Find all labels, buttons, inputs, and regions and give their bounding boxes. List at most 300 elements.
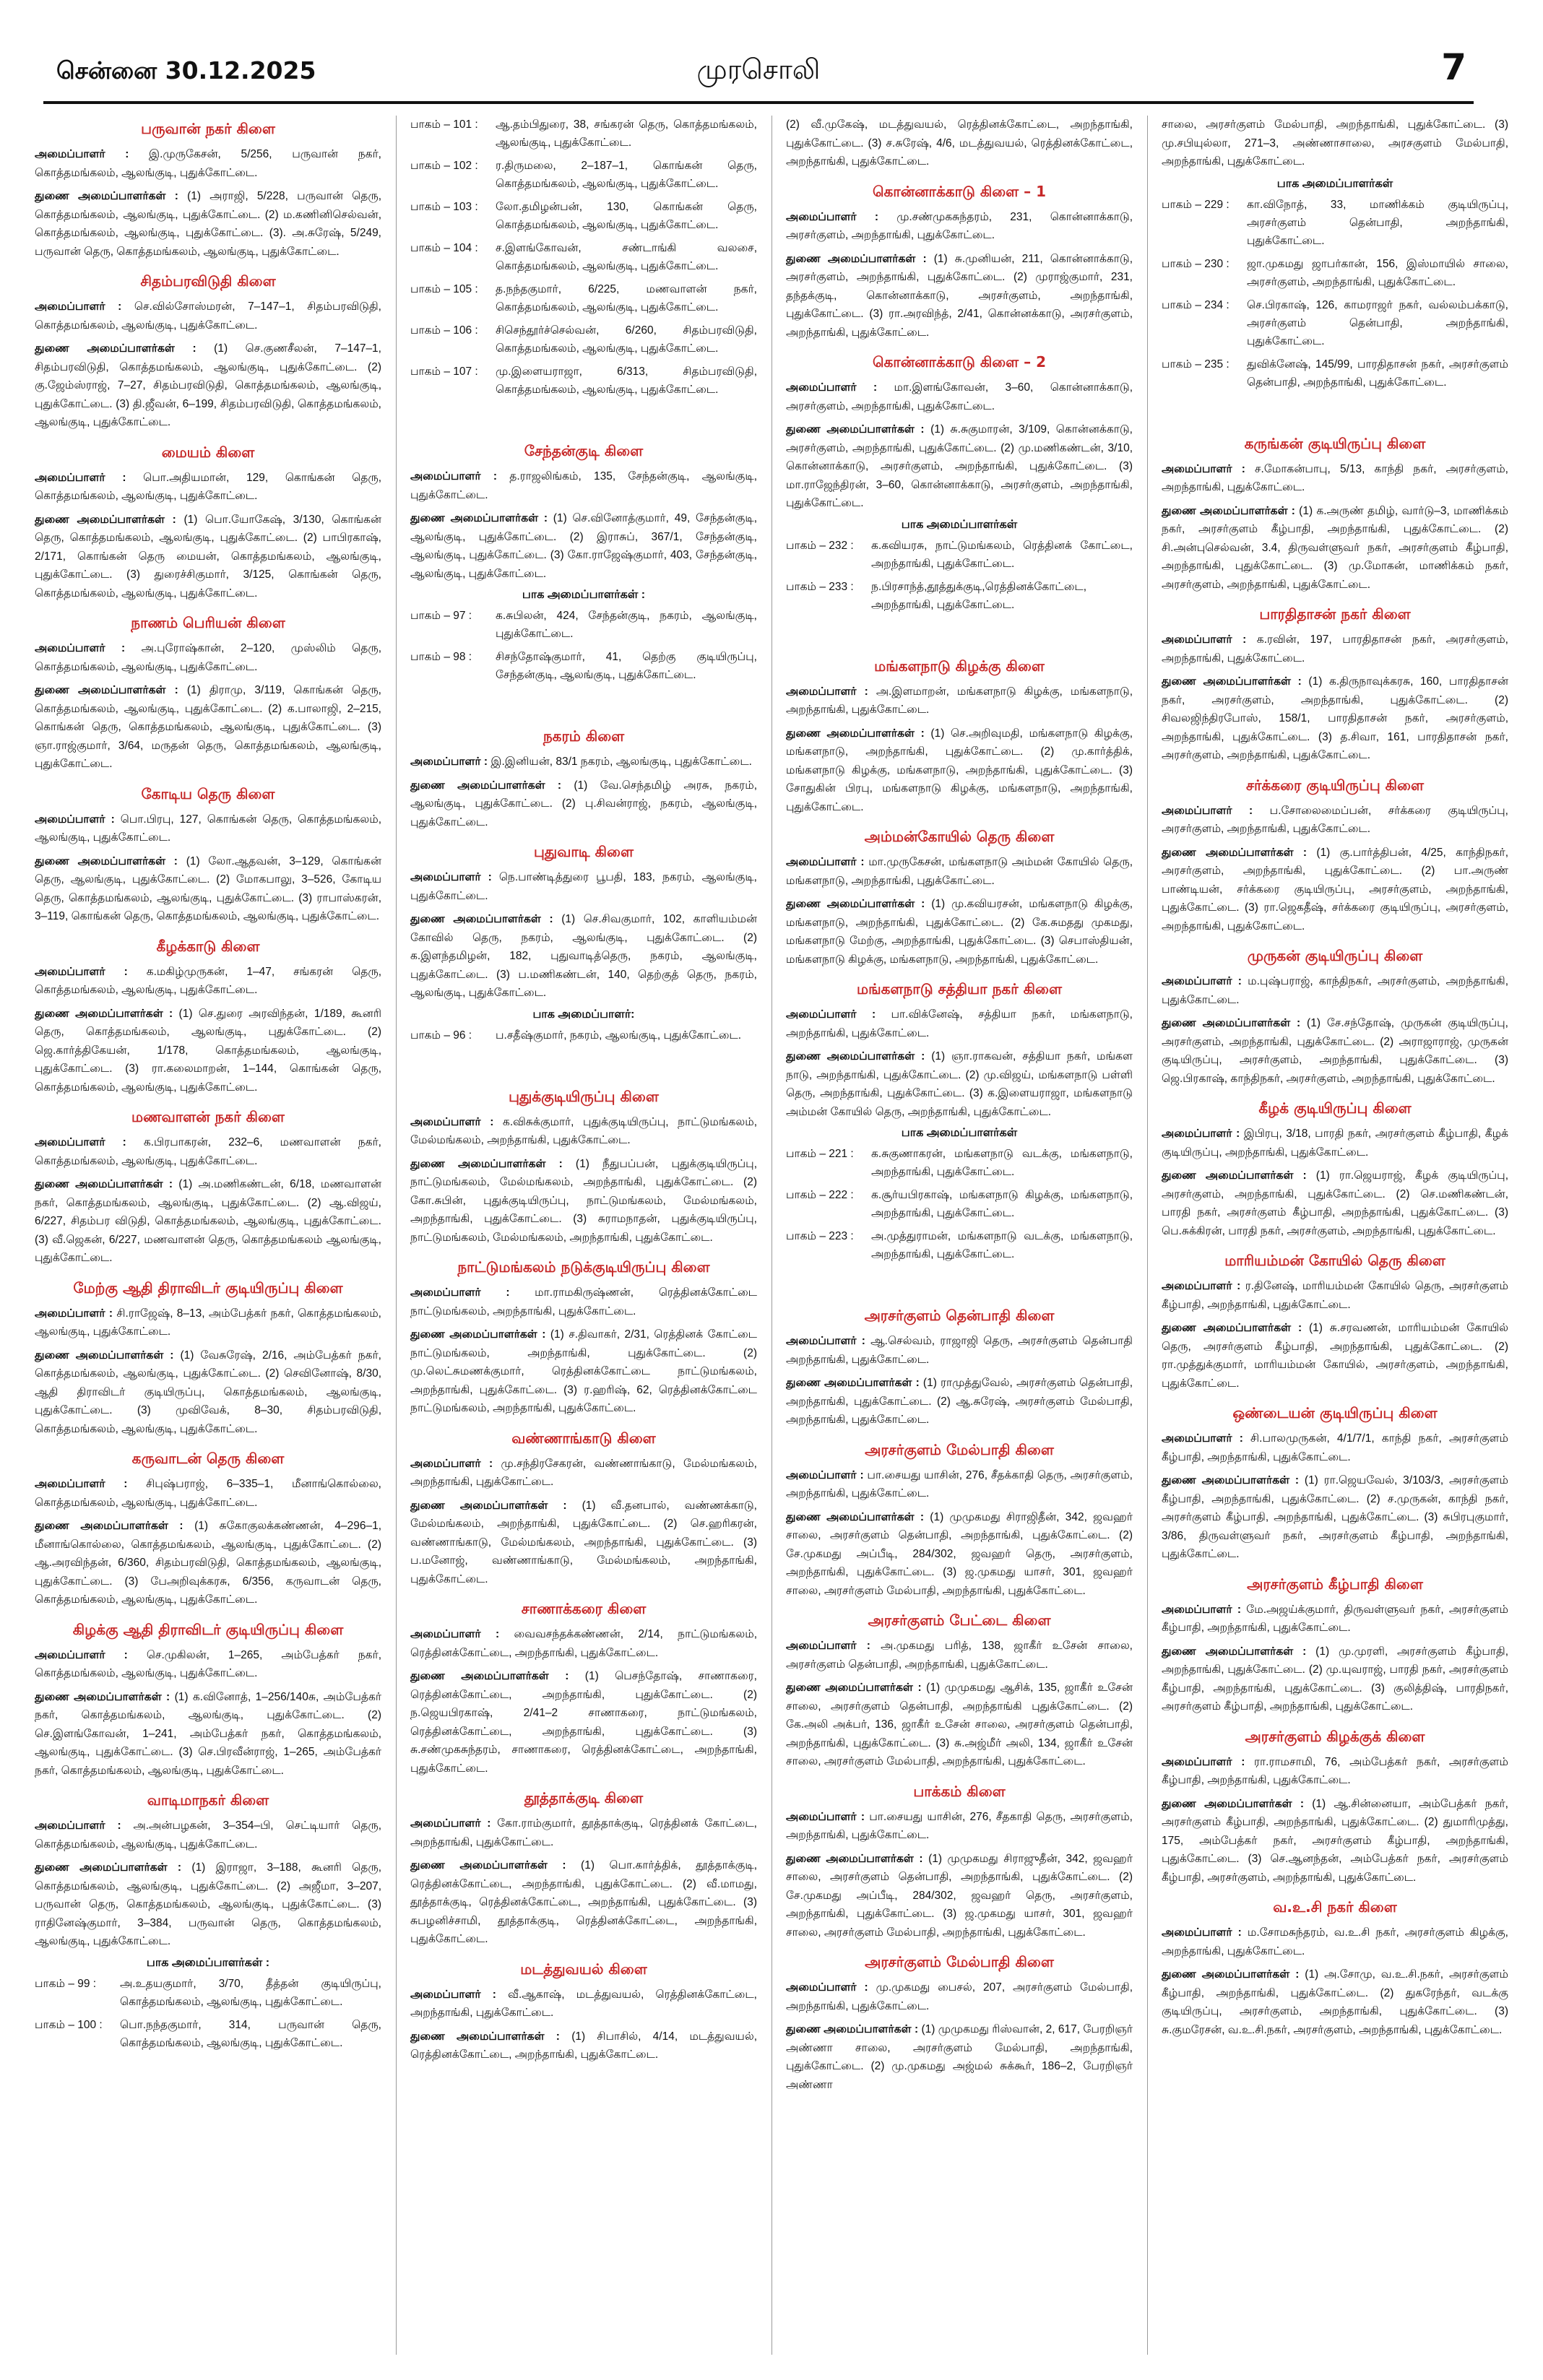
booth-row — [786, 1227, 1133, 1263]
member-details: க.பிரபாகரன், 232–6, மணவாளன் நகர், கொத்தமங்கலம், ஆலங்குடி, புதுக்கோட்டை. — [35, 1136, 381, 1167]
branch-section — [786, 116, 1133, 171]
office-bearer-entry — [35, 1304, 381, 1341]
role-label: துணை அமைப்பாளர்கள் : — [35, 1690, 170, 1703]
office-bearer-entry — [35, 1646, 381, 1683]
booth-number: பாகம் – 230 : — [1162, 257, 1229, 270]
member-details: (1) சுகோகுலக்கண்ணன், 4–296–1, மீனாங்கொல்லை, கொத்தமங்கலம், ஆலங்குடி, புதுக்கோட்டை. (2) ஆ.அரவிந்தன், 6/360, சிதம்பரவிடுதி, கொத்தமங்கலம், ஆலங்குடி, புதுக்கோட்டை. (3) பேஅறிவுக்கரசு, 6/356, கருவாடன் தெரு, கொத்தமங்கலம், ஆலங்குடி, புதுக்கோட்டை. — [35, 1520, 381, 1606]
member-details: (1) சே.சந்தோஷ், முருகன் குடியிருப்பு, அரசர்குளம், அறந்தாங்கி, புதுக்கோட்டை. (2) அராஜாராஜ், முருகன் குடியிருப்பு, அரசர்குளம், அறந்தாங்கி, புதுக்கோட்டை. (3) ஜெ.பிரகாஷ், காந்திநகர், அரசர்குளம், அறந்தாங்கி, புதுக்கோட்டை. — [1162, 1017, 1508, 1085]
branch-section — [410, 1960, 757, 2064]
booth-member: சிசந்தோஷ்குமார், 41, தெற்கு குடியிருப்பு, சேந்தன்குடி, ஆலங்குடி, புதுக்கோட்டை. — [496, 651, 757, 681]
branch-section — [786, 1953, 1133, 2094]
role-label: துணை அமைப்பாளர்கள் : — [1162, 1017, 1301, 1029]
role-label: அமைப்பாளர் : — [786, 210, 878, 223]
role-label: துணை அமைப்பாளர்கள் : — [35, 1349, 174, 1362]
branch-title: தூத்தாக்குடி கிளை — [524, 1789, 644, 1806]
branch-section — [35, 1279, 381, 1439]
role-label: துணை அமைப்பாளர்கள் : — [35, 1861, 182, 1874]
role-label: அமைப்பாளர் : — [1162, 1280, 1241, 1292]
member-details: பா.விக்னேஷ், சத்தியா நகர், மங்களநாடு, அறந்தாங்கி, புதுக்கோட்டை. — [786, 1008, 1133, 1039]
booth-member: செ.பிரகாஷ், 126, காமராஜர் நகர், வல்லம்பக்காடு, அரசர்குளம் தென்பாதி, அறந்தாங்கி, புதுக்கோட்டை. — [1247, 298, 1508, 347]
role-label: துணை அமைப்பாளர்கள் : — [786, 1510, 925, 1523]
member-details: (1) செ.துரை அரவிந்தன், 1/189, கூனரி தெரு, கொத்தமங்கலம், ஆலங்குடி, புதுக்கோட்டை. (2) ஜெ.கார்த்திகேயன், 1/178, கொத்தமங்கலம், ஆலங்குடி, புதுக்கோட்டை. (3) ரா.கலைமாறன், 1–144, கொங்கன் தெரு, கொத்தமங்கலம், ஆலங்குடி, புதுக்கோட்டை. — [35, 1007, 381, 1094]
member-details: அ.முகமது பரித், 138, ஜாகீர் உசேன் சாலை, அரசர்குளம் தென்பாதி, அறந்தாங்கி, புதுக்கோட்டை. — [786, 1640, 1133, 1671]
member-details: (1) திராமு, 3/119, கொங்கன் தெரு, கொத்தமங்கலம், ஆலங்குடி, புதுக்கோட்டை. (2) க.பாலாஜி, 2–215, கொங்கன் தெரு, கொத்தமங்கலம், ஆலங்குடி, புதுக்கோட்டை. (3) ஞா.ராஜ்குமார், 3/64, மருதன் தெரு, கொத்தமங்கலம், ஆலங்குடி, புதுக்கோட்டை. — [35, 684, 381, 770]
role-label: துணை அமைப்பாளர்கள் : — [1162, 1968, 1300, 1981]
column-4 — [1162, 116, 1508, 2355]
branch-title: சாணாக்கரை கிளை — [521, 1600, 647, 1617]
branch-title: அரசர்குளம் கீழ்பாதி கிளை — [1247, 1575, 1423, 1593]
branch-section — [1162, 1099, 1508, 1240]
role-label: துணை அமைப்பாளர்கள் : — [786, 423, 925, 436]
role-label: அமைப்பாளர் : — [1162, 1603, 1242, 1616]
booth-member: கா.விநோத், 33, மாணிக்கம் குடியிருப்பு, அரசர்குளம் தென்பாதி, அறந்தாங்கி, புதுக்கோட்டை. — [1247, 198, 1508, 247]
booth-number: பாகம் – 233 : — [786, 580, 854, 593]
office-bearer-entry — [35, 1858, 381, 1951]
role-label: அமைப்பாளர் : — [35, 1819, 121, 1832]
branch-title: மங்களநாடு சத்தியா நகர் கிளை — [857, 980, 1062, 998]
office-bearer-entry — [786, 1332, 1133, 1369]
branch-title: அம்மன்கோயில் தெரு கிளை — [864, 828, 1055, 845]
branch-title: மேற்கு ஆதி திராவிடர் குடியிருப்பு கிளை — [73, 1278, 343, 1297]
role-label: அமைப்பாளர் : — [410, 1817, 491, 1830]
office-bearer-entry — [1162, 631, 1508, 667]
page-number: 7 — [1441, 46, 1466, 88]
branch-section — [786, 183, 1133, 342]
booth-number: பாகம் – 103 : — [410, 201, 478, 213]
booth-heading: பாக அமைப்பாளர்: — [532, 1008, 635, 1021]
member-details: நெ.பாண்டித்துரை பூபதி, 183, நகரம், ஆலங்குடி, புதுக்கோட்டை. — [410, 871, 757, 902]
booth-member: ர.திருமலை, 2–187–1, கொங்கன் தெரு, கொத்தமங்கலம், ஆலங்குடி, புதுக்கோட்டை. — [496, 160, 757, 190]
office-bearer-entry — [410, 1667, 757, 1778]
branch-title: கிழக்கு ஆதி திராவிடர் குடியிருப்பு கிளை — [72, 1620, 344, 1638]
booth-row — [410, 648, 757, 684]
branch-section — [1162, 1728, 1508, 1887]
member-details: (1) மு.கவியரசன், மங்களநாடு கிழக்கு, மங்களநாடு, அறந்தாங்கி, புதுக்கோட்டை. (2) கே.சுமதது முகமது, மங்களநாடு மேற்கு, அறந்தாங்கி, புதுக்கோட்டை. (3) செபாஸ்தியன், மங்களநாடு கிழக்கு, மங்களநாடு, அறந்தாங்கி, புதுக்கோட்டை. — [786, 898, 1133, 966]
member-details: (1) க.திருநாவுக்கரசு, 160, பாரதிதாசன் நகர், அரசர்குளம், அறந்தாங்கி, புதுக்கோட்டை. (2) சிவலஜிந்திரபோஸ், 158/1, பாரதிதாசன் நகர், அரசர்குளம், அறந்தாங்கி, புதுக்கோட்டை. (3) த.சிவா, 161, பாரதிதாசன் நகர், அரசர்குளம், அறந்தாங்கி, புதுக்கோட்டை. — [1162, 675, 1508, 761]
booth-number: பாகம் – 104 : — [410, 242, 478, 254]
branch-title: பருவான் நகர் கிளை — [141, 120, 275, 137]
branch-title: மடத்துவயல் கிளை — [520, 1960, 647, 1978]
booth-number: பாகம் – 229 : — [1162, 198, 1229, 211]
role-label: அமைப்பாளர் : — [786, 1468, 864, 1481]
member-details: (1) ரா.ஜெயராஜ், கீழக் குடியிருப்பு, அரசர்குளம், அறந்தாங்கி, புதுக்கோட்டை. (2) செ.மணிகண்டன், பாரதி நகர், அரசர்குளம் கீழ்பாதி, அறந்தாங்கி, புதுக்கோட்டை. (3) பெ.சுக்கிரன், பாரதி நகர், அரசர்குளம், அறந்தாங்கி, புதுக்கோட்டை. — [1162, 1169, 1508, 1237]
continued-text: (2) வீ.முகேஷ், மடத்துவயல், ரெத்தினக்கோட்டை, அறந்தாங்கி, புதுக்கோட்டை. (3) ச.சுரேஷ், 4/6, மடத்துவயல், ரெத்தினக்கோட்டை, அறந்தாங்கி, புதுக்கோட்டை. — [786, 118, 1133, 168]
role-label: துணை அமைப்பாளர்கள் : — [35, 1178, 173, 1190]
role-label: அமைப்பாளர் : — [786, 685, 868, 698]
office-bearer-entry — [786, 1508, 1133, 1601]
member-details: பொ.பிரபு, 127, கொங்கன் தெரு, கொத்தமங்கலம், ஆலங்குடி, புதுக்கோட்டை. — [35, 813, 381, 844]
booth-row — [35, 1975, 381, 2011]
booth-row — [35, 2016, 381, 2052]
member-details: (1) க.அருண் தமிழ், வார்டு–3, மாணிக்கம் நகர், அரசர்குளம் கீழ்பாதி, அறந்தாங்கி, புதுக்கோட்டை. (2) சி.அன்புசெல்வன், 3.4, திருவள்ளுவர் நகர், அரசர்குளம் கீழ்பாதி, அறந்தாங்கி, புதுக்கோட்டை. (3) மு.மோகன், மாணிக்கம் நகர், அரசர்குளம், அறந்தாங்கி, புதுக்கோட்டை. — [1162, 504, 1508, 591]
role-label: துணை அமைப்பாளர்கள் : — [35, 342, 196, 355]
role-label: துணை அமைப்பாளர்கள் : — [410, 1328, 546, 1341]
booth-member: மு.இளையராஜா, 6/313, சிதம்பரவிடுதி, கொத்தமங்கலம், ஆலங்குடி, புதுக்கோட்டை. — [496, 365, 757, 396]
member-details: (1) முமுகமது சிராஜுதீன், 342, ஜவஹர் சாலை, அரசர்குளம் தென்பாதி, அறந்தாங்கி, புதுக்கோட்டை. (2) சே.முகமது அப்பீடி, 284/302, ஜவஹர் தெரு, அரசர்குளம், அறந்தாங்கி, புதுக்கோட்டை. (3) ஜ.முகமது யாசர், 301, ஜவஹர் சாலை, அரசர்குளம் மேல்பாதி, அறந்தாங்கி, புதுக்கோட்டை. — [786, 1852, 1133, 1939]
role-label: அமைப்பாளர் : — [786, 381, 878, 394]
booth-row — [786, 578, 1133, 614]
role-label: துணை அமைப்பாளர்கள் : — [1162, 1645, 1307, 1658]
branch-title: சர்க்கரை குடியிருப்பு கிளை — [1245, 776, 1425, 794]
role-label: துணை அமைப்பாளர்கள் : — [786, 2023, 919, 2035]
office-bearer-entry — [410, 1113, 757, 1150]
member-details: ரா.ராமசாமி, 76, அம்பேத்கர் நகர், அரசர்குளம் கீழ்பாதி, அறந்தாங்கி, புதுக்கோட்டை. — [1162, 1755, 1508, 1786]
role-label: துணை அமைப்பாளர்கள் : — [35, 684, 178, 696]
office-bearer-entry — [35, 639, 381, 676]
role-label: அமைப்பாளர் : — [35, 1307, 113, 1320]
member-details: (1) ஞா.ராகவன், சத்தியா நகர், மங்கள நாடு, அறந்தாங்கி, புதுக்கோட்டை. (2) மு.விஜய், மங்களநாடு பள்ளி தெரு, அறந்தாங்கி, புதுக்கோட்டை. (3) க.இளையராஜா, மங்களநாடு அம்மன் கோயில் தெரு, அறந்தாங்கி, புதுக்கோட்டை. — [786, 1050, 1133, 1118]
member-details: (1) பொ.யோகேஷ், 3/130, கொங்கன் தெரு, கொத்தமங்கலம், ஆலங்குடி, புதுக்கோட்டை. (2) பாபிரகாஷ், 2/171, கொங்கன் தெரு மையன், கொத்தமங்கலம், ஆலங்குடி, புதுக்கோட்டை. (3) துரைச்சிகுமார், 3/125, கொங்கன் தெரு, கொத்தமங்கலம், ஆலங்குடி, புதுக்கோட்டை. — [35, 513, 381, 600]
branch-title: அரசர்குளம் கிழக்குக் கிளை — [1245, 1727, 1425, 1745]
role-label: துணை அமைப்பாளர்கள் : — [410, 1670, 569, 1682]
office-bearer-entry — [1162, 460, 1508, 497]
booth-member: சிசெந்தூர்ச்செல்வன், 6/260, சிதம்பரவிடுதி, கொத்தமங்கலம், ஆலங்குடி, புதுக்கோட்டை. — [496, 324, 757, 355]
branch-section — [786, 980, 1133, 1263]
member-details: ம.சோமசுந்தரம், வ.உ.சி நகர், அரசர்குளம் கிழக்கு, அறந்தாங்கி, புதுக்கோட்டை. — [1162, 1926, 1508, 1957]
branch-section — [410, 1429, 757, 1589]
member-details: கோ.ராம்குமார், தூத்தாக்குடி, ரெத்தினக் கோட்டை, அறந்தாங்கி, புதுக்கோட்டை. — [410, 1817, 757, 1848]
booth-number: பாகம் – 221 : — [786, 1148, 854, 1160]
branch-section — [786, 1611, 1133, 1771]
office-bearer-entry — [35, 145, 381, 182]
office-bearer-entry — [1162, 1753, 1508, 1790]
booth-row — [1162, 196, 1508, 250]
office-bearer-entry — [1162, 1601, 1508, 1637]
member-details: (1) முமுகமது சிராஜிதீன், 342, ஜவஹர் சாலை, அரசர்குளம் தென்பாதி, அறந்தாங்கி, புதுக்கோட்டை. (2) சே.முகமது அப்பீடி, 284/302, ஜவஹர் தெரு, அரசர்குளம், அறந்தாங்கி, புதுக்கோட்டை. (3) ஜ.முகமது யாசர், 301, ஜவஹர் சாலை, அரசர்குளம் மேல்பாதி, அறந்தாங்கி, புதுக்கோட்டை. — [786, 1510, 1133, 1597]
member-details: ர.தினேஷ், மாரியம்மன் கோயில் தெரு, அரசர்குளம் கீழ்பாதி, அறந்தாங்கி, புதுக்கோட்டை. — [1162, 1280, 1508, 1311]
office-bearer-entry — [410, 1455, 757, 1492]
booth-member: க.சூர்யபிரகாஷ், மங்களநாடு கிழக்கு, மங்களநாடு, அறந்தாங்கி, புதுக்கோட்டை. — [871, 1189, 1133, 1219]
booth-number: பாகம் – 99 : — [35, 1977, 97, 1990]
branch-title: வ.உ.சி நகர் கிளை — [1273, 1898, 1397, 1916]
office-bearer-entry — [410, 1155, 757, 1247]
office-bearer-entry — [410, 1284, 757, 1320]
office-bearer-entry — [410, 1625, 757, 1662]
role-label: துணை அமைப்பாளர்கள் : — [786, 898, 925, 910]
office-bearer-entry — [786, 1808, 1133, 1845]
role-label: அமைப்பாளர் : — [786, 856, 865, 868]
branch-section — [35, 1791, 381, 2052]
office-bearer-entry — [1162, 1125, 1508, 1161]
role-label: துணை அமைப்பாளர்கள் : — [35, 1520, 183, 1532]
role-label: அமைப்பாளர் : — [1162, 1432, 1243, 1445]
office-bearer-entry — [410, 467, 757, 504]
branch-title: அரசர்குளம் தென்பாதி கிளை — [864, 1307, 1055, 1324]
booth-heading: பாக அமைப்பாளர்கள் — [901, 518, 1018, 531]
branch-section — [1162, 116, 1508, 391]
branch-title: கொன்னாக்காடு கிளை – 2 — [872, 353, 1047, 371]
branch-title: நகரம் கிளை — [543, 727, 625, 745]
branch-title: கருங்கன் குடியிருப்பு கிளை — [1244, 434, 1426, 452]
office-bearer-entry — [1162, 1965, 1508, 2039]
branch-title: புதுவாடி கிளை — [533, 843, 634, 860]
role-label: துணை அமைப்பாளர்கள் : — [410, 913, 553, 925]
office-bearer-entry — [410, 868, 757, 905]
member-details: (1) ராமுத்துவேல், அரசர்குளம் தென்பாதி, அறந்தாங்கி, புதுக்கோட்டை. (2) ஆ.சுரேஷ், அரசர்குளம் மேல்பாதி, அறந்தாங்கி, புதுக்கோட்டை. — [786, 1377, 1133, 1426]
member-details: பா.சையது யாசின், 276, சீதக்காதி தெரு, அரசர்குளம், அறந்தாங்கி, புதுக்கோட்டை. — [786, 1468, 1133, 1500]
branch-title: பாரதிதாசன் நகர் கிளை — [1259, 605, 1411, 623]
office-bearer-entry — [410, 1325, 757, 1418]
booth-member: ச.இளங்கோவன், சண்டாங்கி வலசை, கொத்தமங்கலம், ஆலங்குடி, புதுக்கோட்டை. — [496, 242, 757, 272]
branch-section — [410, 1600, 757, 1778]
role-label: துணை அமைப்பாளர்கள் : — [410, 1859, 566, 1871]
branch-title: வாடிமாநகர் கிளை — [147, 1791, 269, 1809]
role-label: அமைப்பாளர் : — [410, 1115, 494, 1128]
office-bearer-entry — [786, 1978, 1133, 2015]
role-label: துணை அமைப்பாளர்கள் : — [786, 727, 925, 740]
branch-title: மங்களநாடு கிழக்கு கிளை — [874, 657, 1045, 675]
branch-title: மணவாளன் நகர் கிளை — [131, 1108, 285, 1125]
branch-title: கருவாடன் தெரு கிளை — [131, 1450, 285, 1467]
office-bearer-entry — [786, 2020, 1133, 2094]
column-2 — [410, 116, 757, 2355]
member-details: (1) வேசுரேஷ், 2/16, அம்பேத்கர் நகர், கொத்தமங்கலம், ஆலங்குடி, புதுக்கோட்டை. (2) செவினோஷ், 8/30, ஆதி திராவிடர் குடியிருப்பு, கொத்தமங்கலம், ஆலங்குடி, புதுக்கோட்டை. (3) முவிவேக், 8–30, சிதம்பரவிடுதி, கொத்தமங்கலம், ஆலங்குடி, புதுக்கோட்டை. — [35, 1349, 381, 1435]
booth-member: அ.உதயகுமார், 3/70, தீத்தன் குடியிருப்பு, கொத்தமங்கலம், ஆலங்குடி, புதுக்கோட்டை. — [120, 1977, 381, 2008]
member-details: (1) பெசந்தோஷ், சாணாகரை, ரெத்தினக்கோட்டை, அறந்தாங்கி, புதுக்கோட்டை. (2) ந.ஜெயபிரகாஷ், 2/41–2 சாணாகரை, நாட்டுமங்கலம், ரெத்தினக்கோட்டை, அறந்தாங்கி, புதுக்கோட்டை. (3) சு.சண்முகசுந்தரம், சாணாகரை, ரெத்தினக்கோட்டை, அறந்தாங்கி, புதுக்கோட்டை. — [410, 1670, 757, 1775]
member-details: (1) அ.சோமு, வ.உ.சி.நகர், அரசர்குளம் கீழ்பாதி, அறந்தாங்கி, புதுக்கோட்டை. (2) துகரேந்தர், வடக்கு குடியிருப்பு, அரசர்குளம், அறந்தாங்கி, புதுக்கோட்டை. (3) சு.குமரேசன், வ.உ.சி.நகர், அரசர்குளம், அறந்தாங்கி, புதுக்கோட்டை. — [1162, 1968, 1508, 2036]
role-label: அமைப்பாளர் : — [786, 1008, 876, 1021]
booth-number: பாகம் – 232 : — [786, 539, 854, 552]
role-label: அமைப்பாளர் : — [410, 1628, 500, 1640]
branch-section — [410, 1088, 757, 1247]
office-bearer-entry — [786, 250, 1133, 342]
booth-row — [410, 116, 757, 152]
branch-section — [1162, 1404, 1508, 1564]
branch-section — [410, 442, 757, 684]
member-details: (1) அ.மணிகண்டன், 6/18, மணவாளன் நகர், கொத்தமங்கலம், ஆலங்குடி, புதுக்கோட்டை. (2) ஆ.விஜய், 6/227, சிதம்பர விடுதி, கொத்தமங்கலம், ஆலங்குடி, புதுக்கோட்டை. (3) வீ.ஜெகன், 6/227, மணவாளன் தெரு, கொத்தமங்கலம் ஆலங்குடி, புதுக்கோட்டை. — [35, 1178, 381, 1264]
member-details: மா.ராமகிருஷ்ணன், ரெத்தினக்கோட்டை நாட்டுமங்கலம், அறந்தாங்கி, புதுக்கோட்டை. — [410, 1286, 757, 1317]
booth-number: பாகம் – 105 : — [410, 283, 478, 295]
role-label: துணை அமைப்பாளர்கள் : — [410, 2030, 560, 2043]
office-bearer-entry — [786, 724, 1133, 817]
member-details: வீ.ஆகாஷ், மடத்துவயல், ரெத்தினக்கோட்டை, அறந்தாங்கி, புதுக்கோட்டை. — [410, 1988, 757, 2019]
member-details: (1) சு.முனியன், 211, கொன்னாக்காடு, அரசர்குளம், அறந்தாங்கி, புதுக்கோட்டை. (2) முராஜ்குமார், 231, தந்தக்குடி, கொன்னாக்காடு, அரசர்குளம், அறந்தாங்கி, புதுக்கோட்டை. (3) ரா.அரவிந்த், 2/41, கொன்னக்காடு, அரசர்குளம், அறந்தாங்கி, புதுக்கோட்டை. — [786, 252, 1133, 339]
office-bearer-entry — [786, 1047, 1133, 1121]
role-label: துணை அமைப்பாளர்கள் : — [410, 512, 548, 524]
member-details: மே.அஜய்க்குமார், திருவள்ளுவர் நகர், அரசர்குளம் கீழ்பாதி, அறந்தாங்கி, புதுக்கோட்டை. — [1162, 1603, 1508, 1634]
role-label: அமைப்பாளர் : — [35, 471, 126, 484]
member-details: (1) வீ.தனபால், வண்ணக்காடு, மேல்மங்கலம், அறந்தாங்கி, புதுக்கோட்டை. (2) செ.ஹரிகரன், வண்ணாங்காடு, மேல்மங்கலம், அறந்தாங்கி, புதுக்கோட்டை. (3) ப.மனோஜ், வண்ணாங்காடு, மேல்மங்கலம், அறந்தாங்கி, புதுக்கோட்டை. — [410, 1499, 757, 1585]
office-bearer-entry — [35, 511, 381, 603]
branch-section — [410, 727, 757, 831]
continued-text: சாலை, அரசர்குளம் மேல்பாதி, அறந்தாங்கி, புதுக்கோட்டை. (3) மு.சபியுல்லா, 271–3, அண்ணாசாலை, அரசகுளம் மேல்பாதி, அறந்தாங்கி, புதுக்கோட்டை. — [1162, 118, 1508, 168]
branch-section — [1162, 1898, 1508, 2039]
column-divider — [396, 116, 397, 2355]
role-label: அமைப்பாளர் : — [35, 1136, 126, 1148]
member-details: த.ராஜலிங்கம், 135, சேந்தன்குடி, ஆலங்குடி, புதுக்கோட்டை. — [410, 470, 757, 501]
branch-section — [35, 614, 381, 774]
member-details: (1) அராஜி, 5/228, பருவான் தெரு, கொத்தமங்கலம், ஆலங்குடி, புதுக்கோட்டை. (2) ம.கணினிசெல்வன், கொத்தமங்கலம், ஆலங்குடி, புதுக்கோட்டை. (3). அ.சுரேஷ், 5/249, பருவான் தெரு, கொத்தமங்கலம், ஆலங்குடி, புதுக்கோட்டை. — [35, 190, 381, 258]
column-3 — [786, 116, 1133, 2355]
branch-section — [35, 272, 381, 432]
booth-heading: பாக அமைப்பாளர்கள் — [1276, 177, 1393, 190]
role-label: துணை அமைப்பாளர்கள் : — [35, 513, 176, 526]
office-bearer-entry — [35, 1475, 381, 1512]
booth-number: பாகம் – 102 : — [410, 160, 478, 172]
dateline: சென்னை 30.12.2025 — [56, 56, 316, 85]
branch-title: ஒண்டையன் குடியிருப்பு கிளை — [1232, 1404, 1438, 1421]
branch-section — [1162, 435, 1508, 594]
office-bearer-entry — [1162, 972, 1508, 1009]
branch-title: அரசர்குளம் பேட்டை கிளை — [868, 1611, 1051, 1629]
member-details: இபிரபு, 3/18, பாரதி நகர், அரசர்குளம் கீழ்பாதி, கீழக் குடியிருப்பு, அறந்தாங்கி, புதுக்கோட்டை. — [1162, 1128, 1508, 1159]
member-details: பொ.அதியமான், 129, கொங்கன் தெரு, கொத்தமங்கலம், ஆலங்குடி, புதுக்கோட்டை. — [35, 471, 381, 502]
role-label: துணை அமைப்பாளர்கள் : — [786, 252, 927, 265]
booth-member: ந.பிரசாந்த்,தூத்துக்குடி,ரெத்தினக்கோட்டை, அறந்தாங்கி, புதுக்கோட்டை. — [871, 580, 1087, 611]
member-details: (1) லோ.ஆதவன், 3–129, கொங்கன் தெரு, ஆலங்குடி, புதுக்கோட்டை. (2) மோகபாலு, 3–526, கோடிய தெரு, கொத்தமங்கலம், ஆலங்குடி, புதுக்கோட்டை. (3) ராபாஸ்கரன், 3–119, கொங்கன் தெரு, கொத்தமங்கலம், ஆலங்குடி, புதுக்கோட்டை. — [35, 854, 381, 922]
office-bearer-entry — [410, 753, 757, 771]
office-bearer-entry — [35, 339, 381, 432]
office-bearer-entry — [35, 1817, 381, 1853]
booth-number: பாகம் – 107 : — [410, 365, 478, 378]
office-bearer-entry — [1162, 1924, 1508, 1960]
role-label: துணை அமைப்பாளர்கள் : — [410, 779, 562, 792]
branch-section — [786, 1307, 1133, 1429]
role-label: துணை அமைப்பாளர்கள் : — [35, 190, 178, 202]
booth-row — [410, 1026, 757, 1044]
role-label: அமைப்பாளர் : — [35, 642, 126, 654]
member-details: அ.புரோஷ்கான், 2–120, முஸ்லிம் தெரு, கொத்தமங்கலம், ஆலங்குடி, புதுக்கோட்டை. — [35, 642, 381, 673]
office-bearer-entry — [1162, 1471, 1508, 1564]
branch-section — [410, 1789, 757, 1949]
branch-title: மையம் கிளை — [161, 443, 255, 461]
branch-section — [786, 1441, 1133, 1601]
branch-section — [410, 1258, 757, 1418]
branch-title: கோடிய தெரு கிளை — [141, 784, 275, 802]
role-label: துணை அமைப்பாளர்கள் : — [410, 1499, 567, 1512]
role-label: துணை அமைப்பாளர்கள் : — [410, 1157, 563, 1170]
office-bearer-entry — [410, 910, 757, 1003]
role-label: அமைப்பாளர் : — [35, 965, 128, 978]
office-bearer-entry — [35, 469, 381, 506]
office-bearer-entry — [35, 681, 381, 774]
role-label: துணை அமைப்பாளர்கள் : — [786, 1852, 923, 1865]
office-bearer-entry — [410, 2028, 757, 2064]
member-details: (1) மு.முரளி, அரசர்குளம் கீழ்பாதி, அறந்தாங்கி, புதுக்கோட்டை. (2) மு.யுவராஜ், பாரதி நகர், அரசர்குளம் கீழ்பாதி, அறந்தாங்கி, புதுக்கோட்டை. (3) குலித்திஷ், பாரதிநகர், அரசர்குளம் கீழ்பாதி, அறந்தாங்கி, புதுக்கோட்டை. — [1162, 1645, 1508, 1713]
office-bearer-entry — [786, 853, 1133, 890]
branch-title: கீழக்காடு கிளை — [156, 937, 260, 955]
office-bearer-entry — [410, 1497, 757, 1589]
member-details: அ.அன்பழகன், 3–354–பி, செட்டியார் தெரு, கொத்தமங்கலம், ஆலங்குடி, புதுக்கோட்டை. — [35, 1819, 381, 1851]
booth-number: பாகம் – 96 : — [410, 1029, 472, 1042]
branch-section — [410, 843, 757, 1044]
member-details: ஆ.செல்வம், ராஜாஜி தெரு, அரசர்குளம் தென்பாதி அறந்தாங்கி, புதுக்கோட்டை. — [786, 1335, 1133, 1366]
member-details: க.விசுக்குமார், புதுக்குடியிருப்பு, நாட்டுமங்கலம், மேல்மங்கலம், அறந்தாங்கி, புதுக்கோட்டை. — [410, 1115, 757, 1146]
role-label: துணை அமைப்பாளர்கள் : — [786, 1050, 925, 1063]
branch-section — [35, 938, 381, 1097]
role-label: துணை அமைப்பாளர்கள் : — [786, 1377, 920, 1389]
columns — [35, 116, 1508, 2362]
role-label: அமைப்பாளர் : — [410, 871, 492, 883]
booth-row — [410, 239, 757, 275]
branch-title: சிதம்பரவிடுதி கிளை — [140, 272, 276, 290]
office-bearer-entry — [35, 187, 381, 261]
booth-heading: பாக அமைப்பாளர்கள் — [901, 1127, 1018, 1139]
office-bearer-entry — [410, 1814, 757, 1851]
office-bearer-entry — [786, 378, 1133, 415]
office-bearer-entry — [35, 1688, 381, 1780]
member-details: மா.இளங்கோவன், 3–60, கொன்னாக்காடு, அரசர்குளம், அறந்தாங்கி, புதுக்கோட்டை. — [786, 381, 1133, 412]
booth-member: த.நந்தகுமார், 6/225, மணவாளன் நகர், கொத்தமங்கலம், ஆலங்குடி, புதுக்கோட்டை. — [496, 283, 757, 313]
booth-member: அ.முத்துராமன், மங்களநாடு வடக்கு, மங்களநாடு, அறந்தாங்கி, புதுக்கோட்டை. — [871, 1230, 1133, 1260]
office-bearer-entry — [35, 1175, 381, 1268]
office-bearer-entry — [35, 810, 381, 847]
branch-title: மாரியம்மன் கோயில் தெரு கிளை — [1224, 1252, 1445, 1269]
booth-member: ஆ.தம்பிதுரை, 38, சங்கரன் தெரு, கொத்தமங்கலம், ஆலங்குடி, புதுக்கோட்டை. — [496, 118, 757, 149]
office-bearer-entry — [35, 1133, 381, 1170]
office-bearer-entry — [786, 1637, 1133, 1674]
office-bearer-entry — [786, 1374, 1133, 1429]
member-details: (1) க.வினோத், 1–256/140சு, அம்பேத்கர் நகர், கொத்தமங்கலம், ஆலங்குடி, புதுக்கோட்டை. (2) செ.இளங்கோவன், 1–241, அம்பேத்கர் நகர், கொத்தமங்கலம், ஆலங்குடி, புதுக்கோட்டை. (3) செ.பிரவீன்ராஜ், 1–265, அம்பேத்கர் நகர், கொத்தமங்கலம், ஆலங்குடி, புதுக்கோட்டை. — [35, 1690, 381, 1777]
member-details: (1) இராஜா, 3–188, கூனரி தெரு, கொத்தமங்கலம், ஆலங்குடி, புதுக்கோட்டை. (2) அஜீமா, 3–207, பருவான் தெரு, கொத்தமங்கலம், ஆலங்குடி, புதுக்கோட்டை. (3) ராதினேஷ்குமார், 3–384, பருவான் தெரு, கொத்தமங்கலம், ஆலங்குடி, புதுக்கோட்டை. — [35, 1861, 381, 1947]
office-bearer-entry — [1162, 1167, 1508, 1240]
branch-title: பாக்கம் கிளை — [913, 1782, 1006, 1800]
booth-number: பாகம் – 223 : — [786, 1230, 854, 1242]
member-details: சிபுஷ்பராஜ், 6–335–1, மீனாங்கொல்லை, கொத்தமங்கலம், ஆலங்குடி, புதுக்கோட்டை. — [35, 1478, 381, 1509]
booth-row — [1162, 255, 1508, 291]
member-details: (1) செ.அறிவுமதி, மங்களநாடு கிழக்கு, மங்களநாடு, அறந்தாங்கி, புதுக்கோட்டை. (2) மு.கார்த்திக், மங்களநாடு கிழக்கு, மங்களநாடு, அறந்தாங்கி, புதுக்கோட்டை. (3) சோதுகின் பிரபு, மங்களநாடு கிழக்கு, மங்களநாடு, அறந்தாங்கி, புதுக்கோட்டை. — [786, 727, 1133, 813]
role-label: அமைப்பாளர் : — [410, 1457, 493, 1470]
booth-member: ப.சதீஷ்குமார், நகரம், ஆலங்குடி, புதுக்கோட்டை. — [496, 1029, 742, 1042]
branch-title: நாணம் பெரியன் கிளை — [131, 614, 285, 631]
role-label: துணை அமைப்பாளர்கள் : — [1162, 504, 1295, 517]
member-details: ம.புஷ்பராஜ், காந்திநகர், அரசர்குளம், அறந்தாங்கி, புதுக்கோட்டை. — [1162, 975, 1508, 1006]
member-details: (1) முமுகமது ஆசிக், 135, ஜாகீர் உசேன் சாலை, அரசர்குளம் தென்பாதி, அறந்தாங்கி புதுக்கோட்டை. (2) கே.அலி அக்பர், 136, ஜாகீர் உசேன் சாலை, அரசர்குளம் தென்பாதி, அறந்தாங்கி, புதுக்கோட்டை. (3) சு.அஜ்மீர் அலி, 134, ஜாகீர் உசேன் சாலை, அரசர்குளம் மேல்பாதி, அறந்தாங்கி, புதுக்கோட்டை. — [786, 1682, 1133, 1767]
role-label: அமைப்பாளர் : — [410, 1988, 496, 2001]
role-label: அமைப்பாளர் : — [35, 1478, 128, 1490]
booth-row — [1162, 296, 1508, 350]
role-label: அமைப்பாளர் : — [786, 1335, 865, 1347]
member-details: மு.சந்திரசேகரன், வண்ணாங்காடு, மேல்மங்கலம், அறந்தாங்கி, புதுக்கோட்டை. — [410, 1457, 757, 1488]
booth-row — [410, 607, 757, 643]
branch-section — [786, 657, 1133, 817]
office-bearer-entry — [1162, 672, 1508, 765]
role-label: துணை அமைப்பாளர்கள் : — [1162, 846, 1308, 859]
role-label: துணை அமைப்பாளர்கள் : — [1162, 1474, 1300, 1487]
member-details: (1) சிபாசில், 4/14, மடத்துவயல், ரெத்தினக்கோட்டை, அறந்தாங்கி, புதுக்கோட்டை. — [410, 2030, 757, 2061]
role-label: துணை அமைப்பாளர்கள் : — [1162, 1322, 1302, 1334]
role-label: துணை அமைப்பாளர்கள் : — [35, 854, 178, 867]
column-divider — [1147, 116, 1148, 2355]
member-details: பா.சையது யாசின், 276, சீதகாதி தெரு, அரசர்குளம், அறந்தாங்கி, புதுக்கோட்டை. — [786, 1810, 1133, 1841]
masthead — [43, 43, 1474, 104]
office-bearer-entry — [1162, 1319, 1508, 1393]
role-label: அமைப்பாளர் : — [35, 300, 122, 313]
member-details: இ.முருகேசன், 5/256, பருவான் நகர், கொத்தமங்கலம், ஆலங்குடி, புதுக்கோட்டை. — [35, 148, 381, 179]
office-bearer-entry — [1162, 1014, 1508, 1088]
booth-number: பாகம் – 234 : — [1162, 298, 1229, 311]
member-details: மா.முருகேசன், மங்களநாடு அம்மன் கோயில் தெரு, மங்களநாடு, அறந்தாங்கி, புதுக்கோட்டை. — [786, 856, 1133, 887]
member-details: செ.முகிலன், 1–265, அம்பேத்கர் நகர், கொத்தமங்கலம், ஆலங்குடி, புதுக்கோட்டை. — [35, 1648, 381, 1679]
member-details: மு.சண்முகசுந்தரம், 231, கொன்னாக்காடு, அரசர்குளம், அறந்தாங்கி, புதுக்கோட்டை. — [786, 210, 1133, 241]
branch-section — [35, 443, 381, 603]
member-details: செ.வில்சோஸ்மரன், 7–147–1, சிதம்பரவிடுதி, கொத்தமங்கலம், ஆலங்குடி, புதுக்கோட்டை. — [35, 300, 381, 332]
role-label: அமைப்பாளர் : — [1162, 462, 1245, 475]
booth-member: க.சுபிலன், 424, சேந்தன்குடி, நகரம், ஆலங்குடி, புதுக்கோட்டை. — [496, 610, 757, 640]
booth-member: லோ.தமிழன்பன், 130, கொங்கன் தெரு, கொத்தமங்கலம், ஆலங்குடி, புதுக்கோட்டை. — [496, 201, 757, 231]
booth-row — [786, 1186, 1133, 1222]
role-label: அமைப்பாளர் : — [1162, 1128, 1240, 1140]
office-bearer-entry — [410, 1986, 757, 2022]
branch-section — [35, 785, 381, 926]
role-label: அமைப்பாளர் : — [1162, 1926, 1242, 1939]
office-bearer-entry — [786, 683, 1133, 719]
role-label: அமைப்பாளர் : — [35, 1648, 128, 1661]
branch-section — [1162, 1575, 1508, 1716]
booth-number: பாகம் – 100 : — [35, 2018, 103, 2031]
booth-row — [410, 198, 757, 234]
office-bearer-entry — [35, 1517, 381, 1609]
